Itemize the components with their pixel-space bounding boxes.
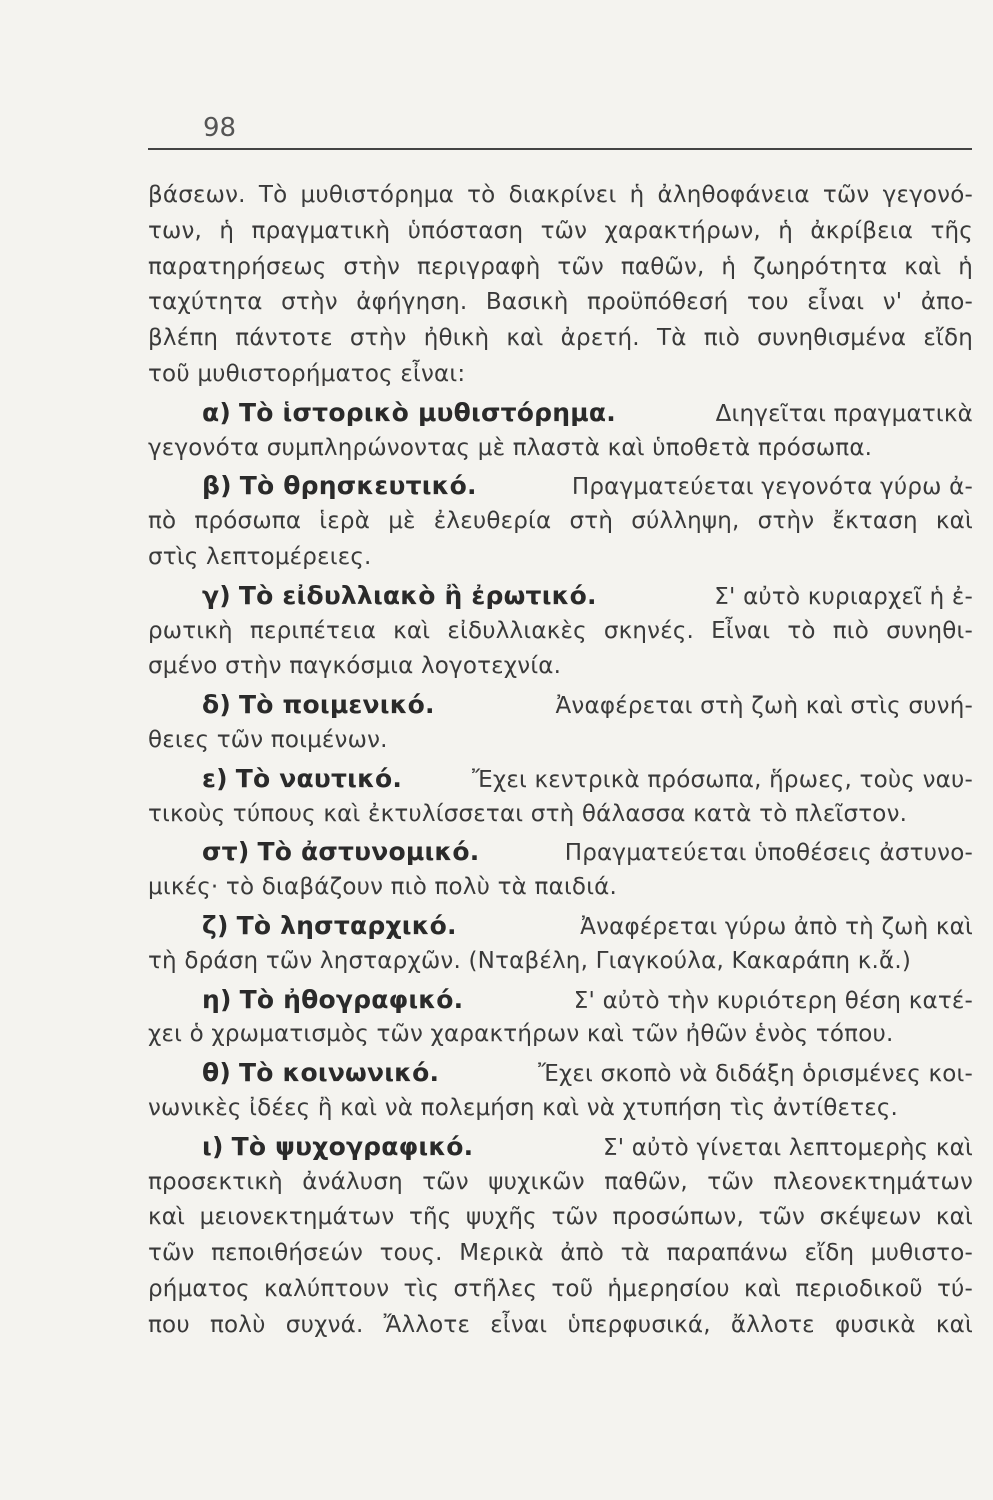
genre-title: Τὸ ναυτικό.: [235, 763, 403, 793]
text-line: γεγονότα συμπληρώνοντας μὲ πλαστὰ καὶ ὑποθετὰ πρόσωπα.: [148, 434, 873, 461]
genre-heading: [148, 834, 479, 870]
genre-description-start: Πραγματεύεται ὑποθέσεις ἀστυνο-: [564, 840, 973, 867]
genre-label: α): [202, 397, 232, 427]
text-line: βλέπη πάντοτε στὴν ἠθικὴ καὶ ἀρετή. Τὰ πιὸ συνηθισμένα εἴδη: [148, 325, 973, 352]
page-number: 98: [203, 113, 237, 143]
genre-heading: [148, 982, 463, 1018]
text-line: ρωτικὴ περιπέτεια καὶ εἰδυλλιακὲς σκηνές. Εἶναι τὸ πιὸ συνηθι-: [148, 617, 973, 644]
genre-item: [148, 578, 973, 685]
genre-description-start: Σ' αὐτὸ τὴν κυριότερη θέση κατέ-: [573, 987, 973, 1014]
text-line: τικοὺς τύπους καὶ ἐκτυλίσσεται στὴ θάλασσα κατὰ τὸ πλεῖστον.: [148, 800, 908, 827]
genre-title: Τὸ κοινωνικό.: [239, 1058, 440, 1088]
genre-heading: [148, 1055, 439, 1091]
text-line: βάσεων. Τὸ μυθιστόρημα τὸ διακρίνει ἡ ἀληθοφάνεια τῶν γεγονό-: [148, 182, 973, 208]
genre-title: Τὸ ποιμενικό.: [239, 690, 435, 720]
genre-heading-line: [148, 982, 973, 1018]
genre-title: Τὸ ἠθογραφικό.: [239, 984, 464, 1014]
body-text: [148, 178, 973, 1344]
genre-heading-line: [148, 1129, 973, 1165]
text-line: ρήματος καλύπτουν τὶς στῆλες τοῦ ἡμερησίου καὶ περιοδικοῦ τύ-: [148, 1275, 973, 1302]
genre-label: ι): [202, 1131, 224, 1161]
text-line: προσεκτικὴ ἀνάλυση τῶν ψυχικῶν παθῶν, τῶν πλεονεκτημάτων: [148, 1168, 973, 1195]
genre-heading-line: [148, 834, 973, 870]
genre-title: Τὸ θρησκευτικό.: [239, 471, 477, 501]
text-line: τοῦ μυθιστορήματος εἶναι:: [148, 360, 466, 387]
text-line: πὸ πρόσωπα ἱερὰ μὲ ἐλευθερία στὴ σύλληψη, στὴν ἔκταση καὶ: [148, 508, 973, 535]
genre-item: [148, 834, 973, 906]
genre-label: γ): [202, 580, 231, 610]
genre-heading: [148, 1129, 473, 1165]
text-line: στὶς λεπτομέρειες.: [148, 543, 372, 570]
genre-description-start: Ἀναφέρεται στὴ ζωὴ καὶ στὶς συνή-: [555, 693, 973, 720]
genre-label: ε): [202, 763, 228, 793]
text-line: των, ἡ πραγματικὴ ὑπόσταση τῶν χαρακτήρων, ἡ ἀκρίβεια τῆς: [148, 217, 973, 244]
genre-label: θ): [202, 1058, 232, 1088]
genre-heading: [148, 395, 616, 431]
genre-title: Τὸ ἀστυνομικό.: [257, 837, 480, 867]
genre-label: η): [202, 984, 232, 1014]
text-line: καὶ μειονεκτημάτων τῆς ψυχῆς τῶν προσώπων, τῶν σκέψεων καὶ: [148, 1204, 973, 1231]
genre-label: β): [202, 471, 232, 501]
genre-heading-line: [148, 908, 973, 944]
genre-description-start: Ἔχει σκοπὸ νὰ διδάξη ὁρισμένες κοι-: [538, 1061, 973, 1088]
genre-title: Τὸ ἱστορικὸ μυθιστόρημα.: [239, 397, 616, 427]
text-line: ταχύτητα στὴν ἀφήγηση. Βασικὴ προϋπόθεσή του εἶναι ν' ἀπο-: [148, 289, 973, 316]
genre-description-start: Διηγεῖται πραγματικὰ: [715, 400, 973, 427]
genre-item: [148, 1129, 973, 1344]
genre-item: [148, 687, 973, 759]
genre-item: [148, 761, 973, 833]
header-rule: [148, 148, 972, 150]
genre-label: δ): [202, 690, 232, 720]
genre-item: [148, 468, 973, 575]
genre-item: [148, 395, 973, 467]
genre-heading-line: [148, 1055, 973, 1091]
genre-title: Τὸ λησταρχικό.: [236, 910, 457, 940]
genre-title: Τὸ εἰδυλλιακὸ ἢ ἐρωτικό.: [238, 580, 597, 610]
intro-paragraph: [148, 178, 973, 393]
genre-description-start: Ἔχει κεντρικὰ πρόσωπα, ἥρωες, τοὺς ναυ-: [472, 766, 973, 793]
genre-item: [148, 908, 973, 980]
genre-description-start: Πραγματεύεται γεγονότα γύρω ἀ-: [571, 474, 973, 501]
genre-heading-line: [148, 578, 973, 614]
genre-description-start: Σ' αὐτὸ κυριαρχεῖ ἡ ἐ-: [714, 583, 973, 610]
genre-heading-line: [148, 687, 973, 723]
genre-heading: [148, 687, 435, 723]
genre-heading-line: [148, 468, 973, 504]
genre-item: [148, 1055, 973, 1127]
genre-heading: [148, 908, 457, 944]
text-line: θειες τῶν ποιμένων.: [148, 726, 388, 753]
text-line: σμένο στὴν παγκόσμια λογοτεχνία.: [148, 653, 562, 680]
genre-heading: [148, 761, 402, 797]
genre-description-start: Ἀναφέρεται γύρω ἀπὸ τὴ ζωὴ καὶ: [580, 913, 973, 940]
text-line: παρατηρήσεως στὴν περιγραφὴ τῶν παθῶν, ἡ ζωηρότητα καὶ ἡ: [148, 253, 973, 280]
genre-heading-line: [148, 395, 973, 431]
genre-heading: [148, 468, 477, 504]
genre-description-start: Σ' αὐτὸ γίνεται λεπτομερὴς καὶ: [602, 1134, 973, 1161]
text-line: χει ὁ χρωματισμὸς τῶν χαρακτήρων καὶ τῶν ἠθῶν ἑνὸς τόπου.: [148, 1021, 894, 1048]
text-line: νωνικὲς ἰδέες ἢ καὶ νὰ πολεμήση καὶ νὰ χτυπήση τὶς ἀντίθετες.: [148, 1094, 899, 1121]
genre-label: ζ): [202, 910, 229, 940]
text-line: μικές· τὸ διαβάζουν πιὸ πολὺ τὰ παιδιά.: [148, 874, 618, 901]
genre-title: Τὸ ψυχογραφικό.: [231, 1131, 474, 1161]
text-line: που πολὺ συχνά. Ἄλλοτε εἶναι ὑπερφυσικά, ἄλλοτε φυσικὰ καὶ: [148, 1311, 973, 1338]
text-line: τῶν πεποιθήσεών τους. Μερικὰ ἀπὸ τὰ παραπάνω εἴδη μυθιστο-: [148, 1240, 973, 1267]
text-line: τὴ δράση τῶν λησταρχῶν. (Νταβέλη, Γιαγκούλα, Κακαράπη κ.ἄ.): [148, 947, 912, 974]
genre-heading: [148, 578, 597, 614]
genre-label: στ): [202, 837, 250, 867]
genre-item: [148, 982, 973, 1054]
genre-heading-line: [148, 761, 973, 797]
genre-list: [148, 395, 973, 1344]
